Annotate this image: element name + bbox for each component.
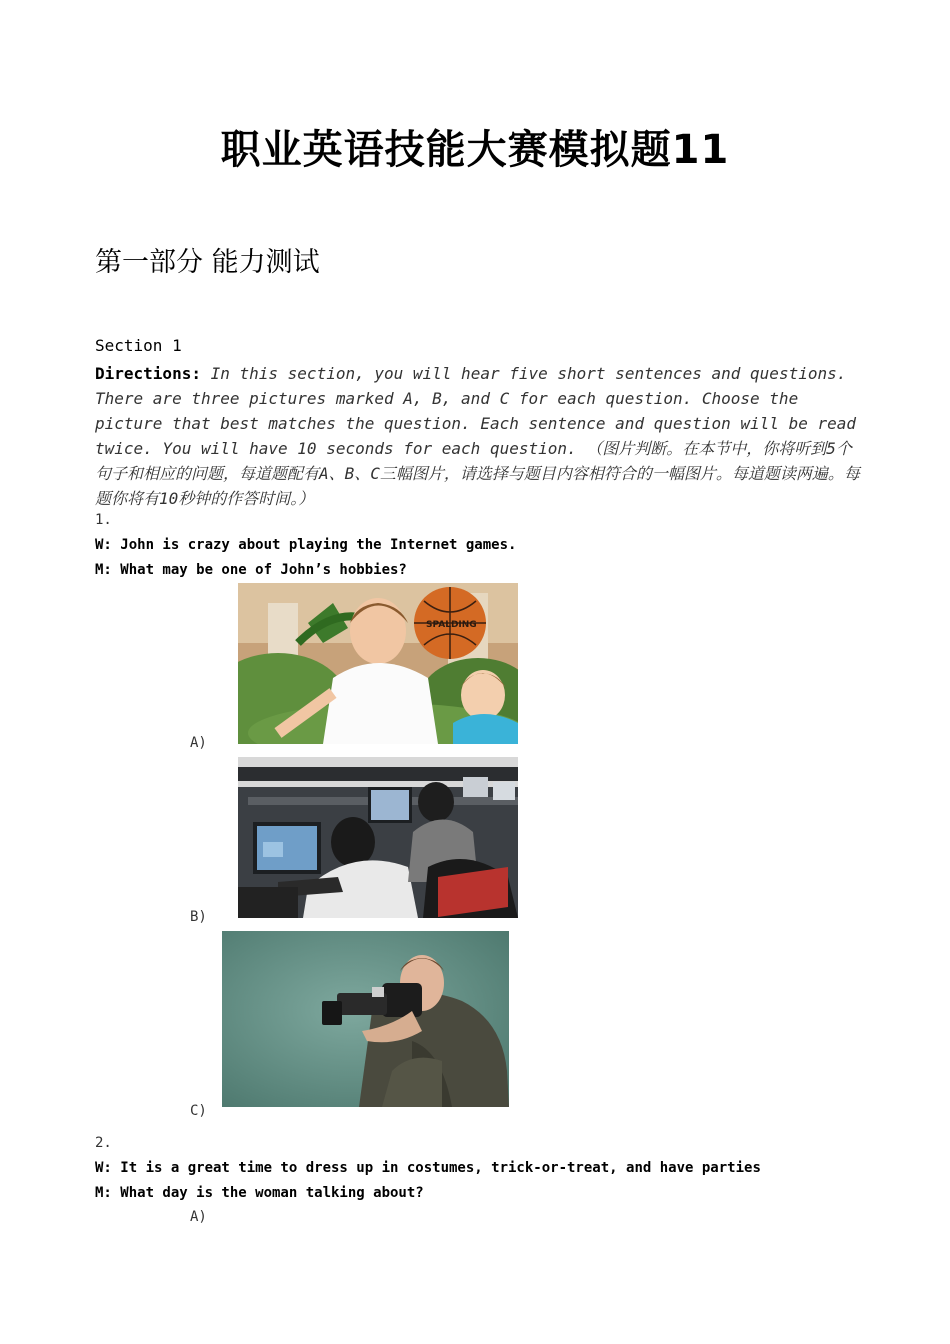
option-label: A) <box>190 735 207 751</box>
man-line: M: What day is the woman talking about? <box>95 1185 424 1201</box>
woman-line: W: It is a great time to dress up in costumes, trick-or-treat, and have parties <box>95 1160 761 1176</box>
picture-internet-cafe <box>238 757 518 918</box>
picture-basketball <box>238 583 518 744</box>
option-label: C) <box>190 1103 207 1119</box>
document-title: 职业英语技能大赛模拟题11 <box>220 127 730 173</box>
directions-text: In this section, you will hear five short sentences and questions. There are three pictures marked A, B, and C for each question. Choose the picture that best matches the question. Each sentence and question will be read twice. You will have 10 seconds for each question. （图片判断。在本节中，你将听到5个句子和相应的问题，每道题配有A、B、C三幅图片，请选择与题目内容相符合的一幅图片。每道题读两遍。每题你将有10秒钟的作答时间。） <box>95 364 860 508</box>
part-heading: 第一部分 能力测试 <box>95 247 320 278</box>
directions <box>95 361 860 511</box>
picture-photographer <box>222 931 509 1107</box>
option-label: A) <box>190 1209 207 1225</box>
basketball-brand-text: SPALDING <box>426 620 477 630</box>
directions-label: Directions: <box>95 364 201 383</box>
man-line: M: What may be one of John’s hobbies? <box>95 562 407 578</box>
woman-line: W: John is crazy about playing the Internet games. <box>95 537 517 553</box>
question-number: 1. <box>95 512 112 528</box>
question-number: 2. <box>95 1135 112 1151</box>
section-label: Section 1 <box>95 336 182 355</box>
option-label: B) <box>190 909 207 925</box>
